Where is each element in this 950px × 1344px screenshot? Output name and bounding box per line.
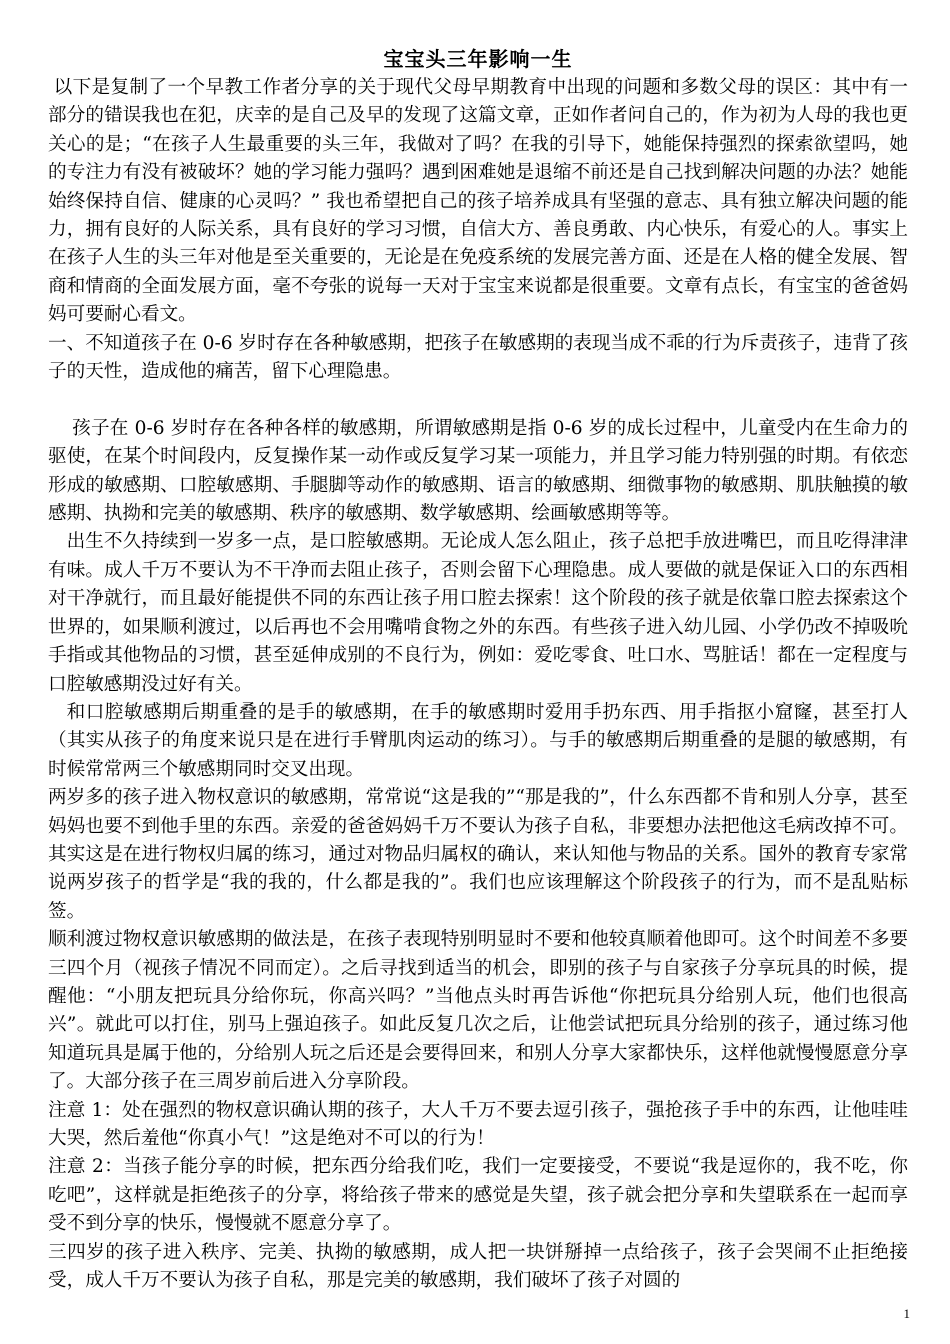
document-title: 宝宝头三年影响一生 bbox=[383, 47, 573, 71]
blank-line bbox=[48, 386, 908, 414]
paragraph-order-period: 三四岁的孩子进入秩序、完美、执拗的敏感期，成人把一块饼掰掉一点给孩子，孩子会哭闹不止拒绝接受，成人千万不要认为孩子自私，那是完美的敏感期，我们破坏了孩子对圆的 bbox=[48, 1241, 908, 1292]
paragraph-section-one-heading: 一、不知道孩子在 0-6 岁时存在各种敏感期，把孩子在敏感期的表现当成不乖的行为斥责孩子，违背了孩子的天性，造成他的痛苦，留下心理隐患。 bbox=[48, 332, 908, 383]
paragraph-note-two: 注意 2：当孩子能分享的时候，把东西分给我们吃，我们一定要接受，不要说“我是逗你的，我不吃，你吃吧”，这样就是拒绝孩子的分享，将给孩子带来的感觉是失望，孩子就会把分享和失望联系在一起而享受不到分享的快乐，慢慢就不愿意分享了。 bbox=[48, 1156, 908, 1235]
page-number: 1 bbox=[903, 1306, 910, 1321]
paragraph-note-one: 注意 1：处在强烈的物权意识确认期的孩子，大人千万不要去逗引孩子，强抢孩子手中的东西，让他哇哇大哭，然后羞他“你真小气！”这是绝对不可以的行为！ bbox=[48, 1099, 908, 1150]
paragraph-sensitive-periods: 孩子在 0-6 岁时存在各种各样的敏感期，所谓敏感期是指 0-6 岁的成长过程中，儿童受内在生命力的驱使，在某个时间段内，反复操作某一动作或反复学习某一项能力，并且学习能力特别强的时期。有依恋形成的敏感期、口腔敏感期、手腿脚等动作的敏感期、语言的敏感期、细微事物的敏感期、肌肤触摸的敏感期、执拗和完美的敏感期、秩序的敏感期、数学敏感期、绘画敏感期等等。 bbox=[48, 417, 908, 525]
paragraph-intro: 以下是复制了一个早教工作者分享的关于现代父母早期教育中出现的问题和多数父母的误区：其中有一部分的错误我也在犯，庆幸的是自己及早的发现了这篇文章，正如作者问自己的，作为初为人母的我也更关心的是；“在孩子人生最重要的头三年，我做对了吗？在我的引导下，她能保持强烈的探索欲望吗，她的专注力有没有被破坏？她的学习能力强吗？遇到困难她是退缩不前还是自己找到解决问题的办法？她能始终保持自信、健康的心灵吗？” 我也希望把自己的孩子培养成具有坚强的意志、具有独立解决问题的能力，拥有良好的人际关系，具有良好的学习习惯，自信大方、善良勇敢、内心快乐，有爱心的人。事实上在孩子人生的头三年对他是至关重要的，无论是在免疫系统的发展完善方面、还是在人格的健全发展、智商和情商的全面发展方面，毫不夸张的说每一天对于宝宝来说都是很重要。文章有点长，有宝宝的爸爸妈妈可要耐心看文。 bbox=[48, 77, 908, 326]
paragraph-ownership-period: 两岁多的孩子进入物权意识的敏感期，常常说“这是我的”“那是我的”，什么东西都不肯和别人分享，甚至妈妈也要不到他手里的东西。亲爱的爸爸妈妈千万不要认为孩子自私，非要想办法把他这毛病改掉不可。其实这是在进行物权归属的练习，通过对物品归属权的确认，来认知他与物品的关系。国外的教育专家常说两岁孩子的哲学是“我的我的，什么都是我的”。我们也应该理解这个阶段孩子的行为，而不是乱贴标签。 bbox=[48, 787, 908, 922]
paragraph-ownership-method: 顺利渡过物权意识敏感期的做法是，在孩子表现特别明显时不要和他较真顺着他即可。这个时间差不多要三四个月（视孩子情况不同而定）。之后寻找到适当的机会，即别的孩子与自家孩子分享玩具的时候，提醒他：“小朋友把玩具分给你玩，你高兴吗？”当他点头时再告诉他“你把玩具分给别人玩，他们也很高兴”。就此可以打住，别马上强迫孩子。如此反复几次之后，让他尝试把玩具分给别的孩子，通过练习他知道玩具是属于他的，分给别人玩之后还是会要得回来，和别人分享大家都快乐，这样他就慢慢愿意分享了。大部分孩子在三周岁前后进入分享阶段。 bbox=[48, 929, 908, 1093]
paragraph-oral-period: 出生不久持续到一岁多一点，是口腔敏感期。无论成人怎么阻止，孩子总把手放进嘴巴，而且吃得津津有味。成人千万不要认为不干净而去阻止孩子，否则会留下心理隐患。成人要做的就是保证入口的东西相对干净就行，而且最好能提供不同的东西让孩子用口腔去探索！这个阶段的孩子就是依靠口腔去探索这个世界的，如果顺利渡过，以后再也不会用嘴啃食物之外的东西。有些孩子进入幼儿园、小学仍改不掉吸吮手指或其他物品的习惯，甚至延伸成别的不良行为，例如：爱吃零食、吐口水、骂脏话！都在一定程度与口腔敏感期没过好有关。 bbox=[48, 531, 908, 695]
paragraph-hand-period: 和口腔敏感期后期重叠的是手的敏感期，在手的敏感期时爱用手扔东西、用手指抠小窟窿，甚至打人（其实从孩子的角度来说只是在进行手臂肌肉运动的练习）。与手的敏感期后期重叠的是腿的敏感期，有时候常常两三个敏感期同时交叉出现。 bbox=[48, 701, 908, 780]
document-page bbox=[48, 44, 908, 1295]
